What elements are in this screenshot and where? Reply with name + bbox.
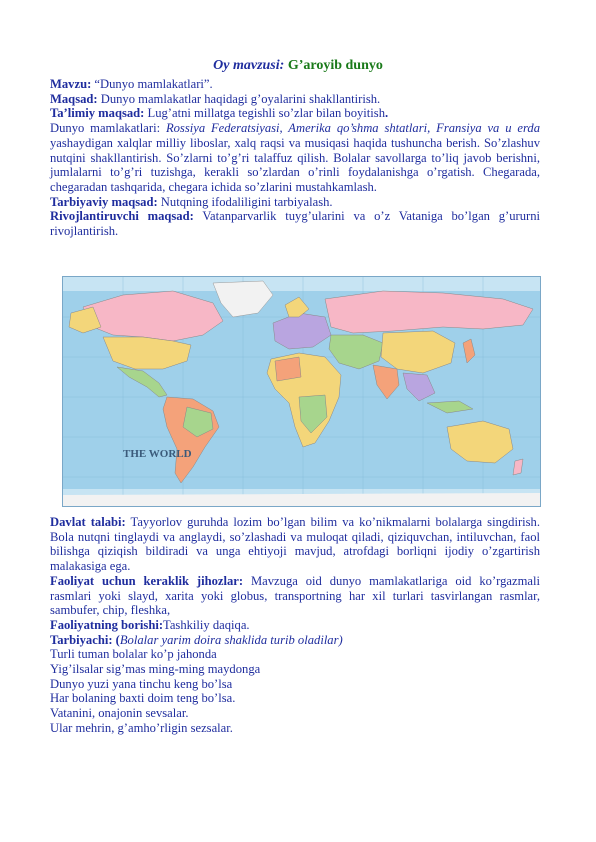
upbringing-goal-line bbox=[50, 195, 540, 210]
title-lead: Oy mavzusi: bbox=[213, 58, 285, 73]
goal-text: Dunyo mamlakatlar haqidagi g’oyalarini shakllantirish. bbox=[97, 91, 381, 106]
equipment-label: Faoliyat uchun keraklik jihozlar: bbox=[50, 573, 244, 588]
state-text: Tayyorlov guruhda lozim bo’lgan bilim va ko’nikmalarni bolalarga singdirish. Bola nutqni tinglaydi va anglaydi, so’zlashadi va muloqat qiladi, qiziquvchan, intiluvchan, faol bilishga qiziqish bildiradi va unga ehtiyoji mavjud, atrofdagi borliqni ijodiy o’zgartirish malakasiga ega. bbox=[50, 515, 540, 574]
poem-line: Turli tuman bolalar ko’p jahonda bbox=[50, 647, 217, 662]
teacher-text: Bolalar yarim doira shaklida turib oladilar) bbox=[119, 632, 343, 647]
poem-line: Dunyo yuzi yana tinchu keng bo’lsa bbox=[50, 676, 233, 691]
goal-label: Maqsad: bbox=[50, 91, 98, 106]
topic-label: Mavzu: bbox=[50, 77, 92, 91]
poem-line: Har bolaning baxti doim teng bo’lsa. bbox=[50, 691, 236, 706]
poem-line: Vatanini, onajonin sevsalar. bbox=[50, 706, 189, 721]
edu-goal-end: . bbox=[385, 106, 389, 121]
world-map-image bbox=[63, 277, 540, 506]
topic-line bbox=[50, 77, 540, 92]
world-map bbox=[62, 276, 541, 507]
development-label: Rivojlantiruvchi maqsad: bbox=[50, 209, 194, 224]
progress-label: Faoliyatning borishi: bbox=[50, 617, 164, 632]
development-goal-line bbox=[50, 209, 540, 238]
countries-paragraph bbox=[50, 121, 540, 195]
equipment-paragraph bbox=[50, 574, 540, 618]
development-text: Vatanparvarlik tuyg’ularini va o’z Vataniga bo’lgan g’ururni rivojlantirish. bbox=[50, 209, 540, 239]
teacher-label: Tarbiyachi: ( bbox=[50, 632, 120, 647]
upbringing-label: Tarbiyaviy maqsad: bbox=[50, 194, 158, 209]
countries-prefix: Dunyo mamlakatlari: bbox=[50, 121, 166, 136]
poem-line: Yig’ilsalar sig’mas ming-ming maydonga bbox=[50, 662, 261, 677]
topic-text: “Dunyo mamlakatlari”. bbox=[91, 77, 213, 91]
edu-goal-text: Lug’atni millatga tegishli so’zlar bilan boyitish bbox=[144, 106, 385, 121]
progress-line bbox=[50, 618, 540, 633]
countries-italic: Rossiya Federatsiyasi, Amerika qo’shma shtatlari, Fransiya va u erda bbox=[165, 121, 540, 136]
edu-goal-line bbox=[50, 106, 540, 121]
teacher-line bbox=[50, 633, 540, 648]
equipment-text: Mavzuga oid dunyo mamlakatlariga oid ko’rgazmali rasmlari yoki slayd, xarita yoki globus, transportning har xil turlari tasvirlangan rasmlar, sambufer, chip, fleshka, bbox=[50, 573, 540, 618]
countries-rest: yashaydigan xalqlar milliy liboslar, xalq raqsi va musiqasi haqida tushuncha berish. So’zlashuv nutqini shakllantirish. So’zlarni to’g’ri talaffuz qilish. Bolalar savollarga to’liq javob berishni, jumlalarni to’g’ri tuzishga, kerakli so’zlardan o’rinli foydalanishga o’rgatish. Chegarada, chegaradan tashqarida, chegara ichida so’zlarini mustahkamlash. bbox=[50, 135, 540, 194]
state-requirement bbox=[50, 515, 540, 574]
poem-line: Ular mehrin, g’amho’rligin sezsalar. bbox=[50, 720, 233, 735]
edu-goal-label: Ta’limiy maqsad: bbox=[50, 106, 145, 121]
poem bbox=[50, 647, 540, 735]
state-label: Davlat talabi: bbox=[50, 515, 126, 529]
page-title bbox=[0, 58, 596, 74]
title-main: G’aroyib dunyo bbox=[287, 58, 383, 73]
lesson-section bbox=[50, 515, 540, 736]
goal-line bbox=[50, 92, 540, 107]
intro-section bbox=[50, 77, 540, 239]
map-label: THE WORLD bbox=[123, 448, 192, 460]
upbringing-text: Nutqning ifodaliligini tarbiyalash. bbox=[157, 194, 333, 209]
progress-text: Tashkiliy daqiqa. bbox=[163, 617, 250, 632]
